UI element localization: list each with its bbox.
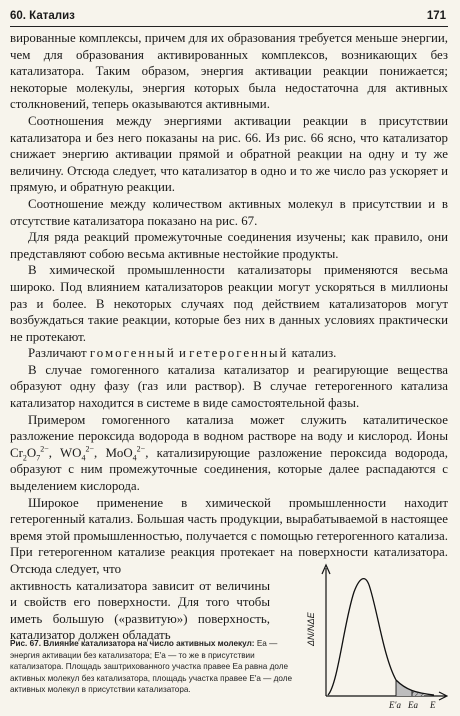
x-label-ea-prime: E′a — [389, 700, 401, 710]
p6-mid: и — [175, 346, 190, 361]
paragraph-3: Соотношение между количеством активных молекул в присутствии и в отсутствие катализатора показано на рис. 67. — [10, 196, 448, 228]
paragraph-5: В химической промышленности катализаторы применяются весьма широко. Под влиянием катализаторов реакции могут ускоряться в миллионы раз и более. В некоторых случаях под действием катализаторов могут возбуждаться такие реакции, которые без них в данных условиях практически не протекают. — [10, 263, 448, 344]
term-heterogeneous: гетерогенный — [189, 346, 289, 361]
p8-sub3: 4 — [81, 453, 86, 463]
p8-sup2: 2− — [85, 444, 94, 454]
p8-sub1: 2 — [22, 453, 27, 463]
paragraph-9: Широкое применение в химической промышленности находит гетерогенный катализ. Большая часть продукции, вырабатываемой в настоящее время этой промышленностью, получается с помощью гетерогенного катализа. При гетерогенном катализе реакция протекает на поверхности катализатора. Отсюда следует, что — [10, 495, 448, 576]
paragraph-8 — [10, 412, 448, 495]
p8-sup1: 2− — [40, 444, 49, 454]
page-number: 171 — [426, 10, 446, 22]
p8-part3: , MoO — [93, 445, 133, 460]
p8-sub2: 7 — [36, 453, 41, 463]
p8-part4: , катализирующие разложение пероксида водорода, образуют с ним промежуточные соединения, которые далее распадаются с выделением кислорода. — [10, 445, 448, 494]
caption-text: Eа — энергия активации без катализатора; E′а — то же в присутствии катализатора. Площадь заштрихованного участка правее Eа равна доле активных молекул без катализатора, площадь участка правее E′а — доле активных молекул в присутствии катализатора. — [10, 639, 293, 695]
p8-sub4: 4 — [132, 453, 137, 463]
p8-part2: , WO — [48, 445, 82, 460]
figure-caption — [10, 638, 300, 696]
paragraph-7: В случае гомогенного катализа катализатор и реагирующие вещества образуют одну фазу (газ или раствор). В случае гетерогенного катализа катализатор находится в системе в виде самостоятельной фазы. — [10, 362, 448, 411]
paragraph-2: Соотношения между энергиями активации реакции в присутствии катализатора и без него показаны на рис. 66. Из рис. 66 ясно, что катализатор снижает энергию активации прямой и обратной реакции на одну и ту же величину. Отсюда следует, что катализатор в одно и то же число раз ускоряет и прямую, и обратную реакции. — [10, 113, 448, 195]
p6-suffix: катализ. — [288, 346, 337, 361]
section-title: 60. Катализ — [10, 10, 75, 22]
paragraph-4: Для ряда реакций промежуточные соединения изучены; как правило, они представляют собою весьма активные нестойкие продукты. — [10, 230, 448, 261]
p8-sup3: 2− — [136, 444, 146, 454]
body-text — [10, 30, 448, 644]
paragraph-9-wrap — [10, 578, 270, 644]
p8-part1: Примером гомогенного катализа может служить каталитическое разложение пероксида водорода в водном растворе на воду и кислород. Ионы Cr — [10, 412, 448, 460]
figure-67 — [300, 562, 448, 712]
p8-mid1: O — [26, 445, 37, 460]
paragraph-6 — [10, 345, 448, 362]
header-rule — [10, 26, 448, 27]
p6-prefix: Различают — [28, 346, 90, 361]
paragraph-9-wrap-text: активность катализатора зависит от величины и свойств его поверхности. Для того чтобы иметь большую («развитую») поверхность, катализатор должен обладать — [10, 578, 270, 643]
distribution-curve — [328, 579, 434, 695]
distribution-plot — [300, 562, 448, 712]
term-homogeneous: гомогенный — [89, 346, 176, 361]
book-page — [10, 6, 448, 712]
page-header — [10, 6, 448, 28]
y-axis-label: ΔN/NΔE — [306, 612, 316, 646]
paragraph-1: вированные комплексы, причем для их образования требуется меньше энергии, чем для образования активированных комплексов, возникающих без катализатора. Таким образом, энергия активации реакции понижается; некоторые молекулы, энергия которых была недостаточна для активных столкновений, теперь оказываются активными. — [10, 31, 448, 112]
x-label-e: E — [430, 700, 436, 710]
shaded-area-with-catalyst — [396, 680, 424, 696]
x-label-ea: Ea — [408, 700, 418, 710]
caption-title: Рис. 67. Влияние катализатора на число активных молекул: — [10, 639, 255, 648]
